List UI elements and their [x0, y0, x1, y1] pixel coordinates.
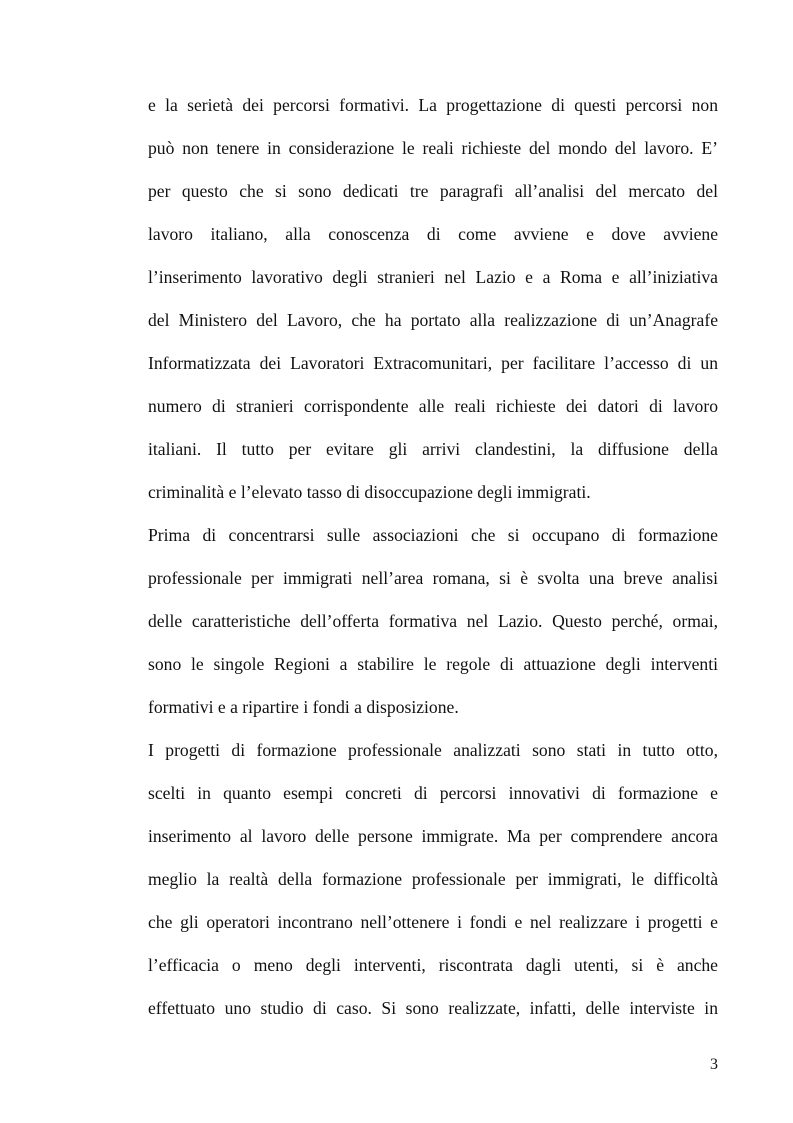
text-line: del Ministero del Lavoro, che ha portato alla realizzazione di un’Anagrafe — [148, 310, 718, 330]
page-number: 3 — [710, 1056, 718, 1073]
text-line: per questo che si sono dedicati tre paragrafi all’analisi del mercato del — [148, 181, 718, 201]
text-line: lavoro italiano, alla conoscenza di come avviene e dove avviene — [148, 224, 718, 244]
text-line: inserimento al lavoro delle persone immigrate. Ma per comprendere ancora — [148, 826, 718, 846]
text-line: meglio la realtà della formazione professionale per immigrati, le difficoltà — [148, 869, 718, 889]
text-line: professionale per immigrati nell’area romana, si è svolta una breve analisi — [148, 568, 718, 588]
text-line: criminalità e l’elevato tasso di disoccupazione degli immigrati. — [148, 482, 591, 502]
text-line: italiani. Il tutto per evitare gli arrivi clandestini, la diffusione della — [148, 439, 718, 459]
text-line: scelti in quanto esempi concreti di percorsi innovativi di formazione e — [148, 783, 718, 803]
text-line: delle caratteristiche dell’offerta formativa nel Lazio. Questo perché, ormai, — [148, 611, 718, 631]
text-line: e la serietà dei percorsi formativi. La progettazione di questi percorsi non — [148, 95, 718, 115]
text-line: I progetti di formazione professionale analizzati sono stati in tutto otto, — [148, 740, 718, 760]
text-line: numero di stranieri corrispondente alle reali richieste dei datori di lavoro — [148, 396, 718, 416]
text-line: Prima di concentrarsi sulle associazioni che si occupano di formazione — [148, 525, 718, 545]
text-line: che gli operatori incontrano nell’ottenere i fondi e nel realizzare i progetti e — [148, 912, 718, 932]
text-line: l’inserimento lavorativo degli stranieri nel Lazio e a Roma e all’iniziativa — [148, 267, 718, 287]
text-line: può non tenere in considerazione le reali richieste del mondo del lavoro. E’ — [148, 138, 718, 158]
text-line: sono le singole Regioni a stabilire le regole di attuazione degli interventi — [148, 654, 718, 674]
text-line: Informatizzata dei Lavoratori Extracomunitari, per facilitare l’accesso di un — [148, 353, 718, 373]
text-line: l’efficacia o meno degli interventi, riscontrata dagli utenti, si è anche — [148, 955, 718, 975]
text-line: formativi e a ripartire i fondi a disposizione. — [148, 697, 459, 717]
text-line: effettuato uno studio di caso. Si sono realizzate, infatti, delle interviste in — [148, 998, 718, 1018]
